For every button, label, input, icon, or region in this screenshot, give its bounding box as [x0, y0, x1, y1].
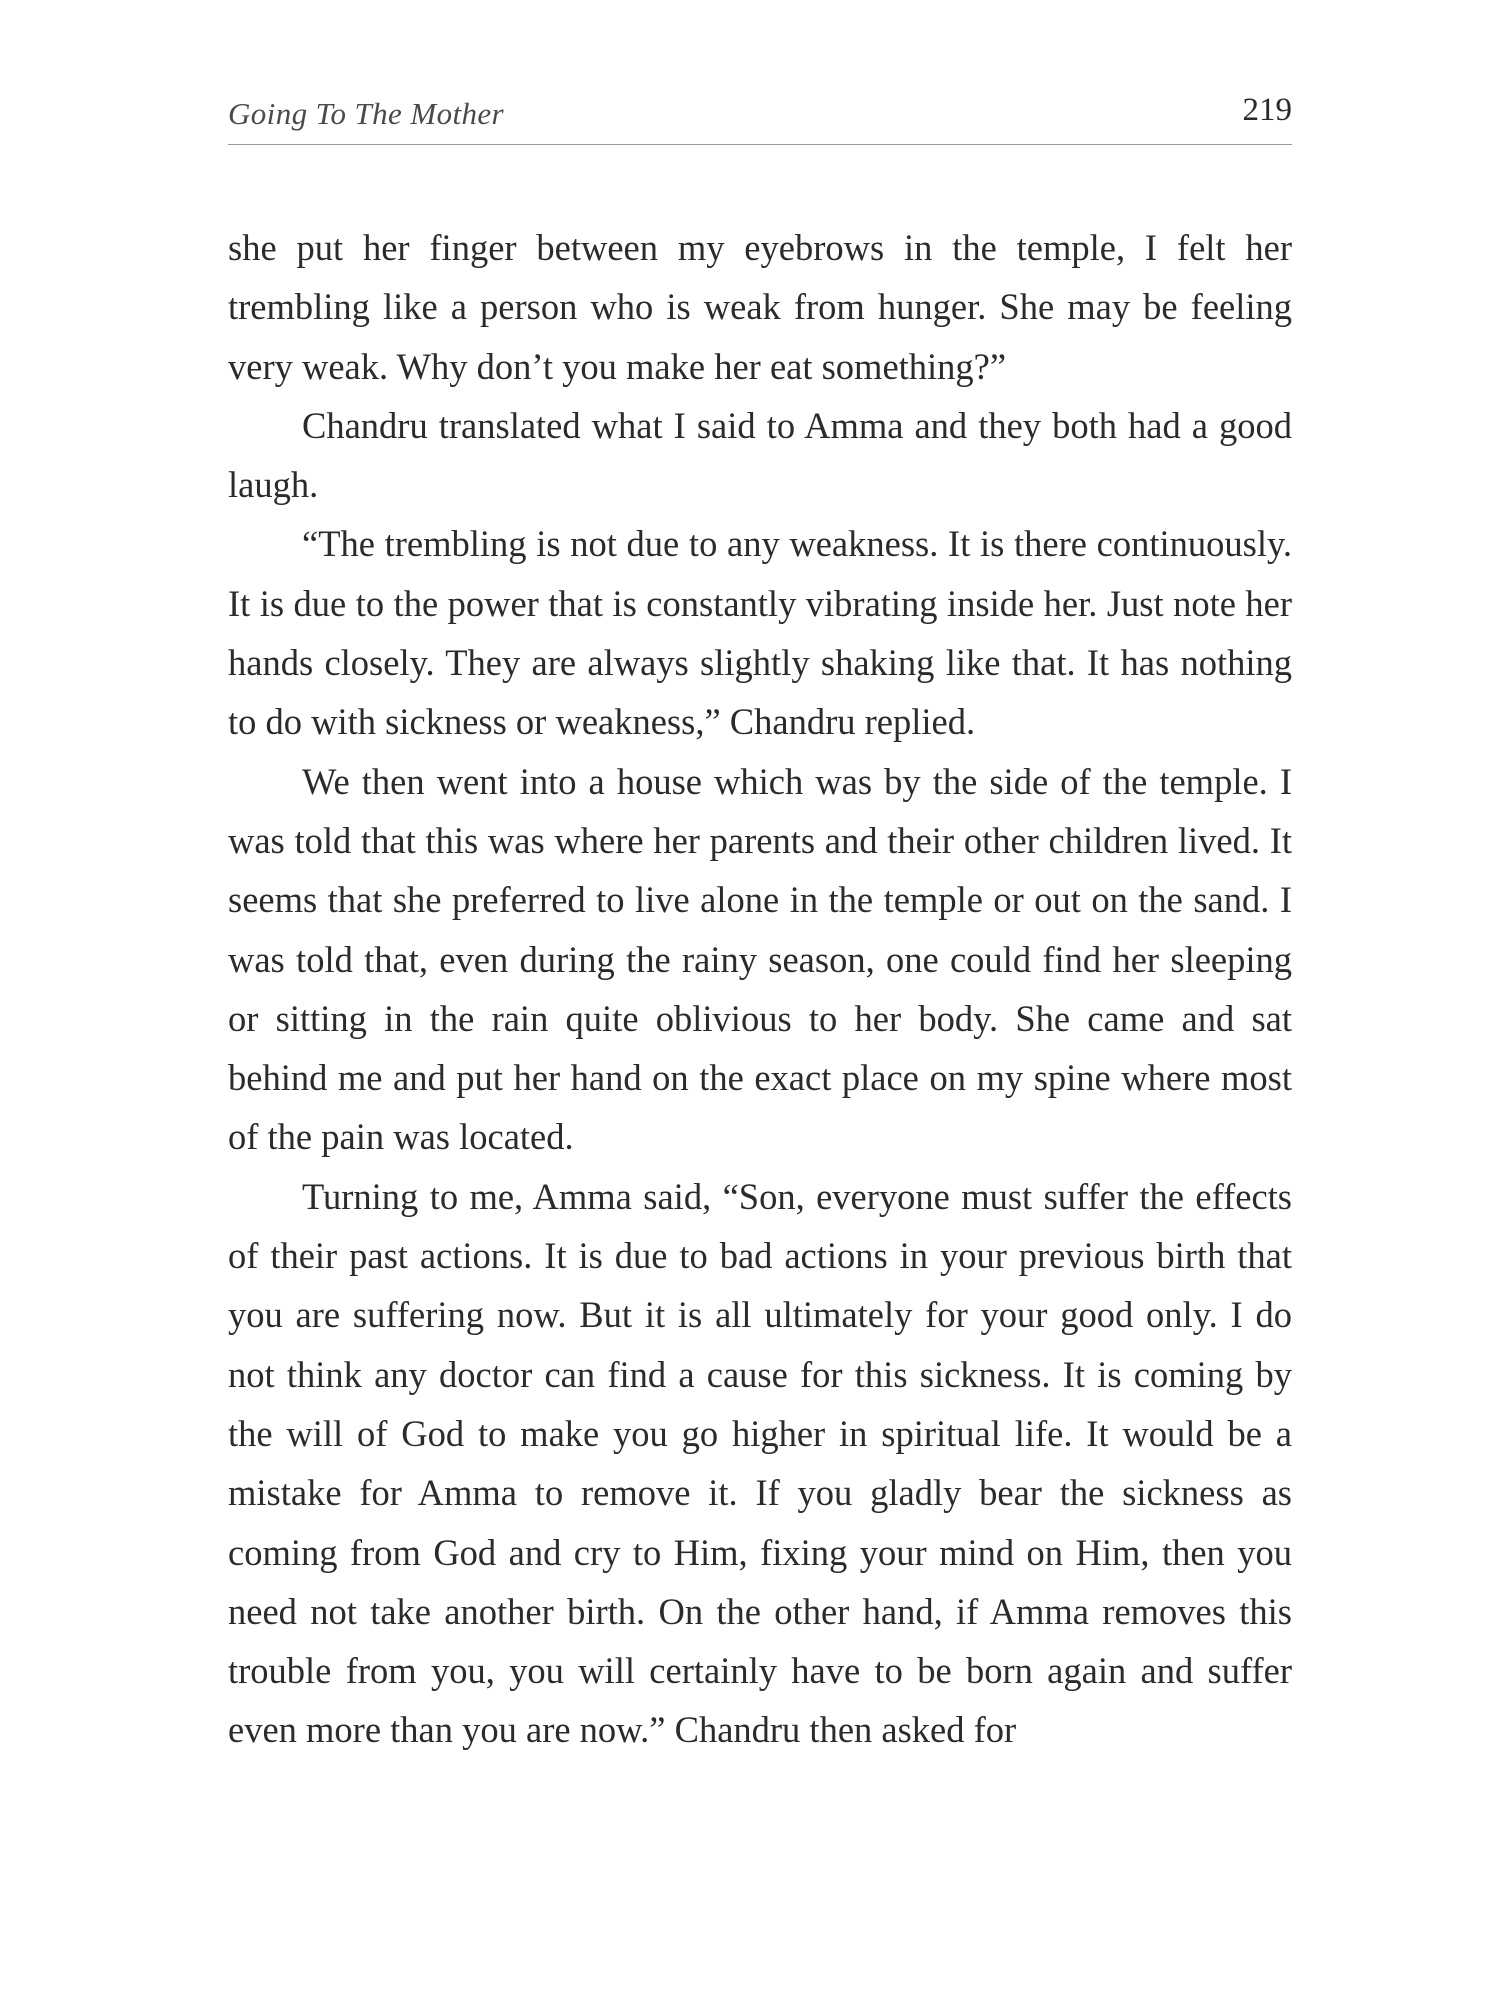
- header-rule: [228, 144, 1292, 145]
- running-title: Going To The Mother: [228, 96, 505, 131]
- paragraph-continued: she put her finger between my eyebrows in the temple, I felt her trembling like a person who is weak from hunger. She may be feeling very weak. Why don’t you make her eat something?”: [228, 227, 1292, 387]
- paragraph: We then went into a house which was by the side of the temple. I was told that this was where her parents and their other children lived. It seems that she preferred to live alone in the temple or out on the sand. I was told that, even during the rainy season, one could find her sleeping or sitting in the rain quite oblivious to her body. She came and sat behind me and put her hand on the exact place on my spine where most of the pain was located.: [228, 760, 1292, 1158]
- page-number: 219: [1242, 92, 1292, 128]
- running-head: [228, 86, 1292, 146]
- paragraph: Turning to me, Amma said, “Son, everyone must suffer the effects of their past actions. It is due to bad actions in your previous birth that you are suffering now. But it is all ultimately for your good only. I do not think any doctor can find a cause for this sickness. It is coming by the will of God to make you go higher in spiritual life. It would be a mistake for Amma to remove it. If you gladly bear the sickness as coming from God and cry to Him, fixing your mind on Him, then you need not take another birth. On the other hand, if Amma removes this trouble from you, you will certainly have to be born again and suffer even more than you are now.” Chandru then asked for: [228, 1175, 1292, 1751]
- paragraph: “The trembling is not due to any weakness. It is there continuously. It is due to the power that is constantly vibrating inside her. Just note her hands closely. They are always slightly shaking like that. It has nothing to do with sickness or weakness,” Chandru replied.: [228, 523, 1292, 743]
- paragraph: Chandru translated what I said to Amma and they both had a good laugh.: [228, 404, 1292, 506]
- body-text: [228, 218, 1292, 1760]
